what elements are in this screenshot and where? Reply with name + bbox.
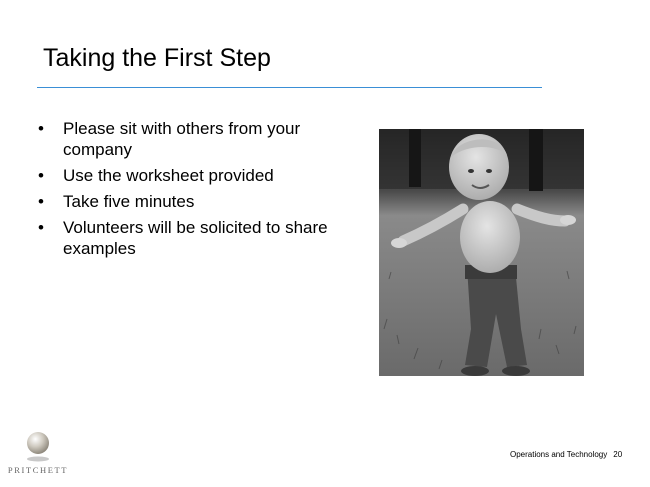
bullet-icon: • [38,166,44,185]
bullet-list [38,118,328,264]
bullet-text: Volunteers will be solicited to share examples [63,218,328,258]
title-underline [37,87,542,88]
page-number: 20 [613,450,623,459]
toddler-photo [379,129,584,376]
bullet-icon: • [38,192,44,211]
list-item [38,191,328,212]
slide-footer [510,450,622,459]
company-name: PRITCHETT [7,465,69,475]
toddler-photo-illustration [379,129,584,376]
slide-title: Taking the First Step [43,44,271,72]
bullet-text: Take five minutes [63,192,195,211]
list-item [38,217,328,259]
list-item [38,118,328,160]
list-item [38,165,328,186]
bullet-icon: • [38,218,44,237]
bullet-icon: • [38,119,44,138]
bullet-text: Please sit with others from your company [63,119,301,159]
bullet-text: Use the worksheet provided [63,166,274,185]
footer-section: Operations and Technology [510,450,608,459]
